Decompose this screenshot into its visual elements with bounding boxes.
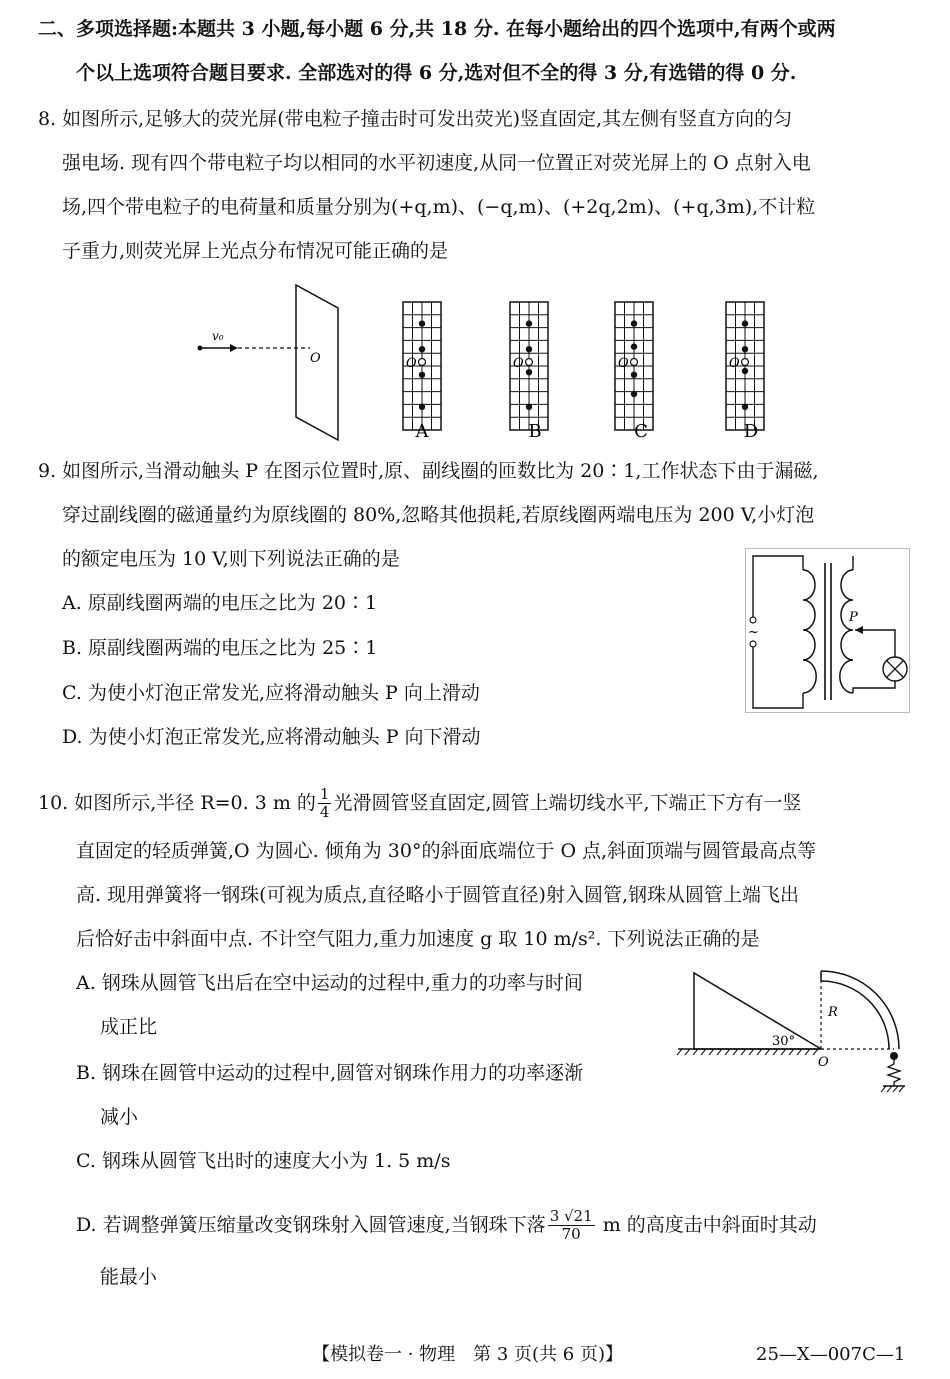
q10-option-d-cont: 能最小 [100,1266,158,1288]
incline-tube-figure [676,968,912,1098]
q10-line: 后恰好击中斜面中点. 不计空气阻力,重力加速度 g 取 10 m/s². 下列说法正确的是 [76,928,760,950]
center-o-label: O [818,1055,829,1070]
hatch-mark [887,1086,892,1092]
spring-icon [888,1064,900,1086]
hatch-mark [717,1049,722,1055]
slider-p-label: P [849,610,858,625]
option-grid [726,302,764,430]
terminal-bottom [750,641,756,647]
origin-marker [526,359,533,366]
transformer-figure [745,548,910,713]
option-label-d: D [743,421,759,442]
hatch-mark [805,1049,810,1055]
light-spot [742,404,748,410]
fraction-quarter [318,786,332,822]
primary-coil [803,570,816,693]
light-spot [526,320,532,326]
grid-o-label: O [513,356,524,371]
option-label-c: C [634,421,648,442]
light-spot [526,369,532,375]
grid-o-label: O [618,356,629,371]
footer-code: 25—X—007C—1 [756,1344,906,1365]
q9-option-a: A. 原副线圈两端的电压之比为 20∶1 [62,592,378,614]
option-label-a: A [415,421,429,442]
q9-line: 的额定电压为 10 V,则下列说法正确的是 [62,548,400,570]
hatch-mark [733,1049,738,1055]
q8-line: 场,四个带电粒子的电荷量和质量分别为(+q,m)、(−q,m)、(+2q,2m)、(+q,3m),不计粒 [62,196,816,218]
ground-hatching [677,1049,818,1055]
hatch-mark [701,1049,706,1055]
q8-line: 强电场. 现有四个带电粒子均以相同的水平初速度,从同一位置正对荧光屏上的 O 点射入电 [62,152,811,174]
hatch-mark [893,1086,898,1092]
slider-arrowhead [855,626,863,634]
light-spot [631,320,637,326]
origin-marker [631,359,638,366]
q10-option-d [76,1208,817,1244]
hatch-mark [773,1049,778,1055]
q9-option-b: B. 原副线圈两端的电压之比为 25∶1 [62,637,378,659]
grid-o-label: O [406,356,417,371]
section-header-line2: 个以上选项符合题目要求. 全部选对的得 6 分,选对但不全的得 3 分,有选错的得 0 分. [76,62,797,84]
q10-option-b-cont: 减小 [100,1106,139,1128]
footer-page-info: 【模拟卷一 · 物理 第 3 页(共 6 页)】 [312,1344,623,1365]
fraction-numerator: 1 [319,785,330,803]
q9-line: 9. 如图所示,当滑动触头 P 在图示位置时,原、副线圈的匝数比为 20∶1,工作状态下由于漏磁, [38,460,819,482]
fraction-denominator: 70 [561,1225,581,1244]
hatch-mark [899,1086,904,1092]
light-spot [631,343,637,349]
hatch-mark [725,1049,730,1055]
terminal-top [750,617,756,623]
screen-o-label: O [310,351,321,366]
q9-line: 穿过副线圈的磁通量约为原线圈的 80%,忽略其他损耗,若原线圈两端电压为 200 V,小灯泡 [62,504,815,526]
secondary-wire-bottom [853,681,895,693]
q10-option-a: A. 钢珠从圆管飞出后在空中运动的过程中,重力的功率与时间 [76,972,583,994]
light-spot [419,346,425,352]
light-spot [419,320,425,326]
radius-r-label: R [828,1005,838,1020]
fraction-numerator: 3 √21 [549,1207,593,1225]
section-header-line1: 二、多项选择题:本题共 3 小题,每小题 6 分,共 18 分. 在每小题给出的四个选项中,有两个或两 [38,18,836,40]
hatch-mark [693,1049,698,1055]
q8-figure [190,280,780,445]
q10-option-b: B. 钢珠在圆管中运动的过程中,圆管对钢珠作用力的功率逐渐 [76,1062,584,1084]
q9-option-d: D. 为使小灯泡正常发光,应将滑动触头 P 向下滑动 [62,726,481,748]
light-spot [631,372,637,378]
hatch-mark [781,1049,786,1055]
hatch-mark [749,1049,754,1055]
origin-marker [419,359,426,366]
q10-option-a-cont: 成正比 [100,1016,158,1038]
q10-option-d-part-b: m 的高度击中斜面时其动 [596,1213,817,1236]
hatch-mark [685,1049,690,1055]
option-grid [510,302,548,430]
primary-wire [753,556,803,620]
primary-wire-bottom [753,644,803,708]
ac-source-label: ~ [748,625,759,640]
light-spot [631,391,637,397]
option-grid [615,302,653,430]
option-label-b: B [528,421,542,442]
q9-option-c: C. 为使小灯泡正常发光,应将滑动触头 P 向上滑动 [62,682,480,704]
option-grid [403,302,441,430]
hatch-mark [709,1049,714,1055]
grid-o-label: O [729,356,740,371]
light-spot [742,346,748,352]
q10-line: 高. 现用弹簧将一钢珠(可视为质点,直径略小于圆管直径)射入圆管,钢珠从圆管上端飞出 [76,884,799,906]
origin-marker [742,359,749,366]
incline [694,973,821,1049]
q10-line-1-part-a: 10. 如图所示,半径 R=0. 3 m 的 [38,791,316,814]
q10-line-1-part-b: 光滑圆管竖直固定,圆管上端切线水平,下端正下方有一竖 [333,791,802,814]
hatch-mark [677,1049,682,1055]
q8-line: 8. 如图所示,足够大的荧光屏(带电粒子撞击时可发出荧光)竖直固定,其左侧有竖直方向的匀 [38,108,793,130]
hatch-mark [765,1049,770,1055]
light-spot [526,404,532,410]
hatch-mark [881,1086,886,1092]
light-spot [419,404,425,410]
hatch-mark [741,1049,746,1055]
q10-line: 直固定的轻质弹簧,O 为圆心. 倾角为 30°的斜面底端位于 O 点,斜面顶端与圆管最高点等 [76,840,817,862]
spring-base-hatching [881,1086,904,1092]
slider-wire [855,630,895,657]
light-spot [419,372,425,378]
light-spot [742,368,748,374]
angle-label: 30° [772,1034,796,1049]
q8-line: 子重力,则荧光屏上光点分布情况可能正确的是 [62,240,449,262]
q10-option-c: C. 钢珠从圆管飞出时的速度大小为 1. 5 m/s [76,1150,451,1172]
v0-label: v₀ [212,329,224,343]
q10-option-d-part-a: D. 若调整弹簧压缩量改变钢珠射入圆管速度,当钢珠下落 [76,1213,546,1236]
hatch-mark [757,1049,762,1055]
hatch-mark [789,1049,794,1055]
hatch-mark [797,1049,802,1055]
q10-line-1 [38,786,802,822]
secondary-coil [840,570,853,693]
velocity-arrowhead [230,344,238,352]
fraction-denominator: 4 [319,803,330,822]
light-spot [742,320,748,326]
steel-ball [890,1052,898,1060]
fraction-d [548,1208,595,1244]
light-spot [526,346,532,352]
